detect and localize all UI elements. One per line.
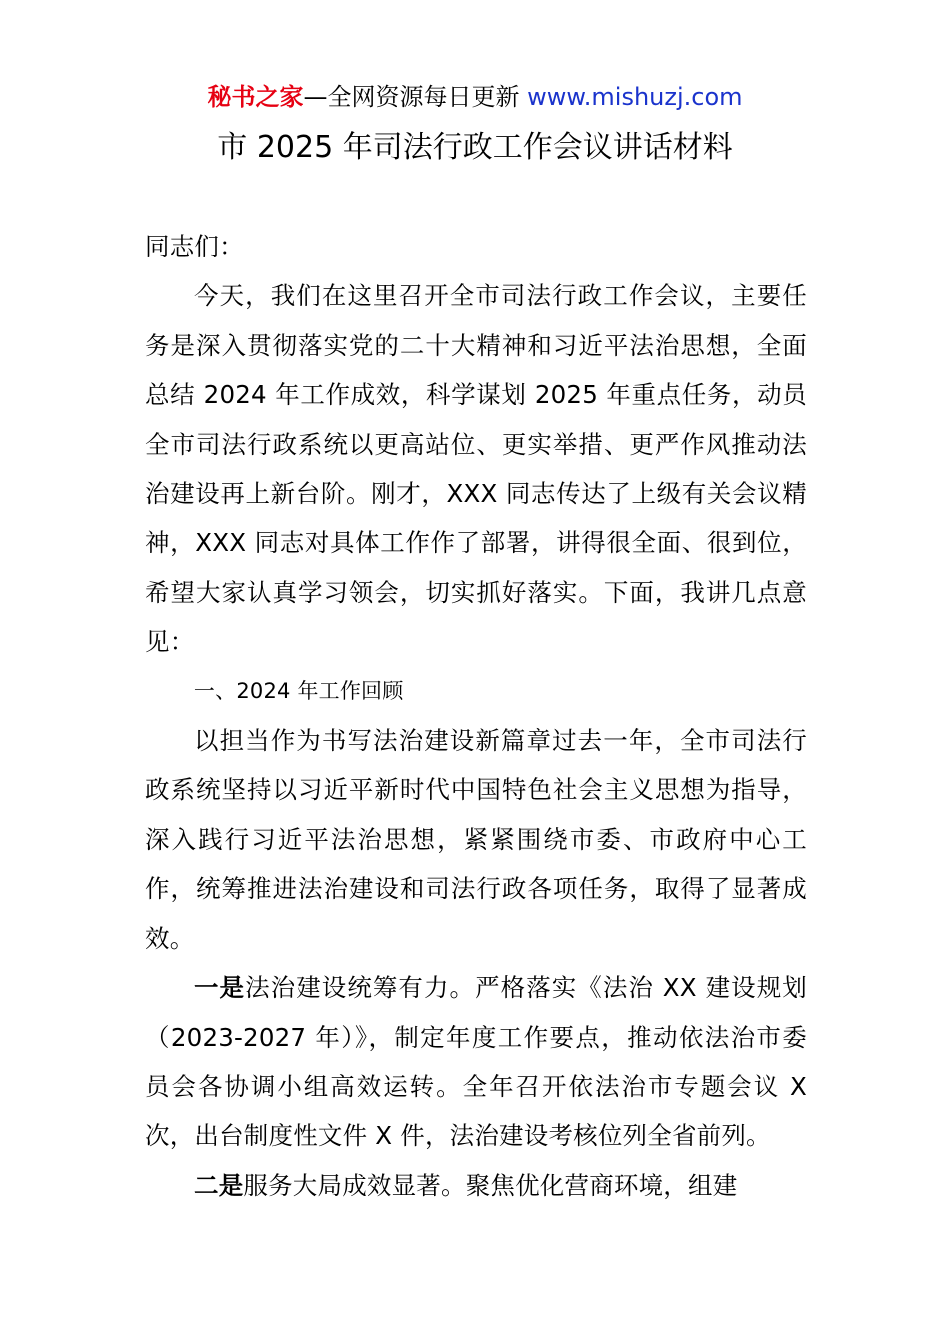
intro-paragraph: 今天，我们在这里召开全市司法行政工作会议，主要任务是深入贯彻落实党的二十大精神和习近平法治思想，全面总结 2024 年工作成效，科学谋划 2025 年重点任务，动员全市司法行政系统以更高站位、更实举措、更严作风推动法治建设再上新台阶。刚才，XXX 同志传达了上级有关会议精神，XXX 同志对具体工作作了部署，讲得很全面、很到位，希望大家认真学习领会，切实抓好落实。下面，我讲几点意见： xyxy=(145,281,807,657)
greeting: 同志们： xyxy=(145,232,244,261)
point-lead-2: 二是 xyxy=(194,1170,244,1200)
document-body xyxy=(145,222,807,1210)
point-paragraph-1 xyxy=(145,963,807,1161)
document-title: 市 2025 年司法行政工作会议讲话材料 xyxy=(217,130,733,165)
site-banner xyxy=(0,80,950,114)
brand-name: 秘书之家 xyxy=(207,83,304,111)
section-summary-paragraph: 以担当作为书写法治建设新篇章过去一年，全市司法行政系统坚持以习近平新时代中国特色社会主义思想为指导，深入践行习近平法治思想，紧紧围绕市委、市政府中心工作，统筹推进法治建设和司法行政各项任务，取得了显著成效。 xyxy=(145,726,807,953)
brand-slogan: —全网资源每日更新 xyxy=(303,83,520,111)
point-text-1: 法治建设统筹有力。严格落实《法治 XX 建设规划（2023-2027 年）》，制定年度工作要点，推动依法治市委员会各协调小组高效运转。全年召开依法治市专题会议 X 次，出台制度性文件 X 件，法治建设考核位列全省前列。 xyxy=(145,973,807,1151)
point-text-2: 服务大局成效显著。聚焦优化营商环境，组建 xyxy=(243,1170,738,1200)
point-lead-1: 一是 xyxy=(194,973,246,1003)
section-heading: 一、2024 年工作回顾 xyxy=(193,678,404,703)
brand-url-link[interactable]: www.mishuzj.com xyxy=(527,83,743,111)
point-paragraph-2 xyxy=(145,1161,807,1210)
